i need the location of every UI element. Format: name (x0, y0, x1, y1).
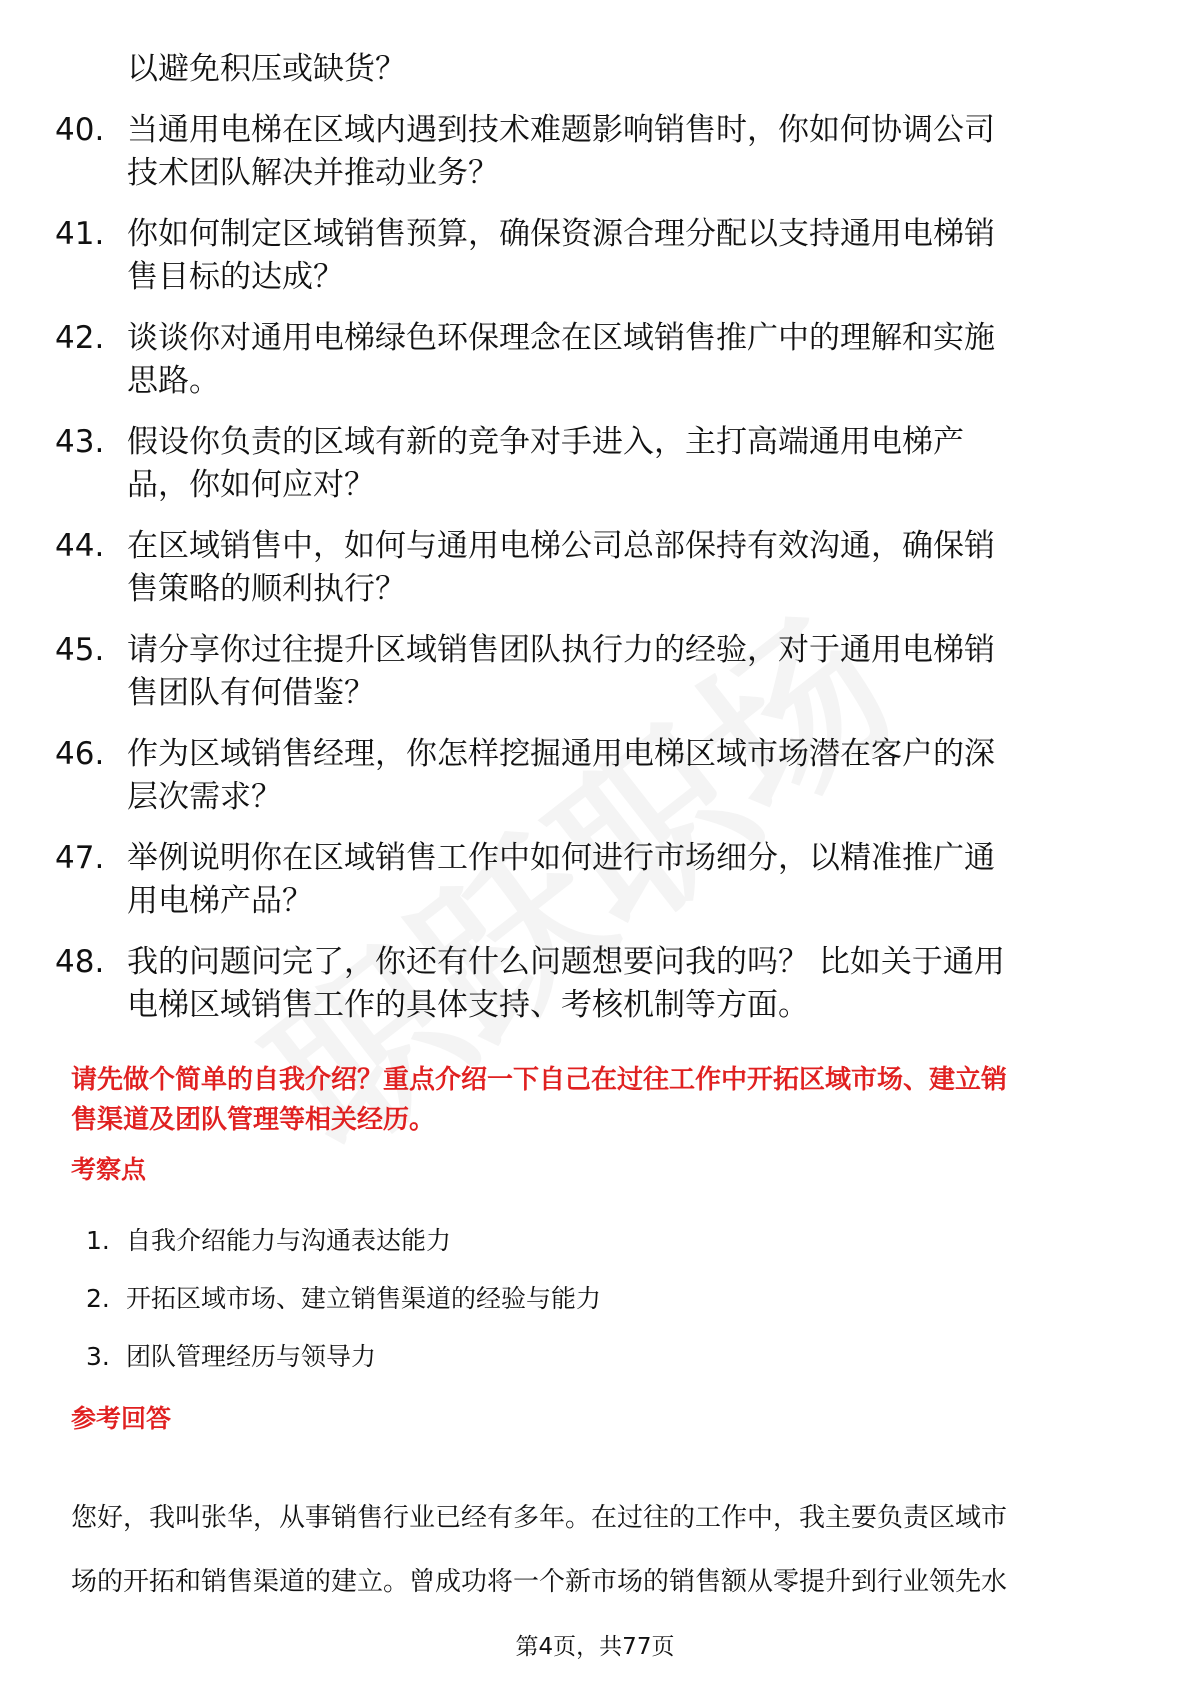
question-number: 40. (55, 112, 105, 148)
assessment-point (0, 1224, 1190, 1282)
question-item (0, 733, 1190, 819)
featured-question (71, 1060, 1131, 1140)
assessment-point (0, 1340, 1190, 1398)
question-number: 45. (55, 632, 105, 668)
question-text (127, 317, 1127, 403)
question-text (127, 109, 1127, 195)
point-number: 1. (86, 1226, 110, 1255)
question-line: 谈谈你对通用电梯绿色环保理念在区域销售推广中的理解和实施 (127, 320, 995, 356)
question-line: 电梯区域销售工作的具体支持、考核机制等方面。 (127, 987, 809, 1023)
question-line: 在区域销售中，如何与通用电梯公司总部保持有效沟通，确保销 (127, 528, 995, 564)
question-line: 假设你负责的区域有新的竞争对手进入，主打高端通用电梯产 (127, 424, 964, 460)
question-item (0, 109, 1190, 195)
featured-question-line: 请先做个简单的自我介绍？重点介绍一下自己在过往工作中开拓区域市场、建立销 (71, 1065, 1008, 1095)
question-text (127, 837, 1127, 923)
question-number: 46. (55, 736, 105, 772)
reference-answer-text (71, 1486, 1131, 1614)
page-footer: 第4页，共77页 (515, 1634, 675, 1660)
answer-line: 场的开拓和销售渠道的建立。曾成功将一个新市场的销售额从零提升到行业领先水 (71, 1567, 1008, 1597)
assessment-point (0, 1282, 1190, 1340)
question-line: 我的问题问完了，你还有什么问题想要问我的吗？ 比如关于通用 (127, 944, 1005, 980)
question-text (127, 629, 1127, 715)
question-line: 举例说明你在区域销售工作中如何进行市场细分，以精准推广通 (127, 840, 995, 876)
question-text (127, 733, 1127, 819)
question-line: 售团队有何借鉴？ (127, 675, 375, 711)
point-text: 自我介绍能力与沟通表达能力 (126, 1226, 452, 1255)
question-line: 以避免积压或缺货？ (127, 51, 406, 87)
question-line: 请分享你过往提升区域销售团队执行力的经验，对于通用电梯销 (127, 632, 995, 668)
reference-answer-heading: 参考回答 (71, 1404, 172, 1433)
point-text: 开拓区域市场、建立销售渠道的经验与能力 (126, 1284, 602, 1313)
answer-line: 您好，我叫张华，从事销售行业已经有多年。在过往的工作中，我主要负责区域市 (71, 1503, 1008, 1533)
question-line: 你如何制定区域销售预算，确保资源合理分配以支持通用电梯销 (127, 216, 995, 252)
question-number: 42. (55, 320, 105, 356)
question-item (0, 421, 1190, 507)
question-line: 思路。 (127, 363, 220, 399)
question-text (127, 213, 1127, 299)
assessment-heading: 考察点 (71, 1155, 147, 1184)
question-number: 43. (55, 424, 105, 460)
question-item (0, 213, 1190, 299)
question-list (0, 48, 1190, 1045)
question-text (127, 941, 1127, 1027)
question-number: 44. (55, 528, 105, 564)
question-line: 品，你如何应对？ (127, 467, 375, 503)
question-text (127, 421, 1127, 507)
question-item (0, 629, 1190, 715)
question-text (127, 525, 1127, 611)
question-item (0, 525, 1190, 611)
question-item (0, 941, 1190, 1027)
question-line: 技术团队解决并推动业务？ (127, 155, 499, 191)
question-line: 售目标的达成？ (127, 259, 344, 295)
question-text (127, 48, 1127, 91)
question-line: 作为区域销售经理，你怎样挖掘通用电梯区域市场潜在客户的深 (127, 736, 995, 772)
question-item (0, 837, 1190, 923)
question-line: 用电梯产品？ (127, 883, 313, 919)
question-line: 当通用电梯在区域内遇到技术难题影响销售时，你如何协调公司 (127, 112, 995, 148)
point-text: 团队管理经历与领导力 (126, 1342, 377, 1371)
question-line: 售策略的顺利执行？ (127, 571, 406, 607)
question-item (0, 317, 1190, 403)
point-number: 3. (86, 1342, 110, 1371)
point-number: 2. (86, 1284, 110, 1313)
question-number: 47. (55, 840, 105, 876)
question-line: 层次需求？ (127, 779, 282, 815)
assessment-points (0, 1224, 1190, 1398)
question-item (0, 48, 1190, 91)
question-number: 41. (55, 216, 105, 252)
question-number: 48. (55, 944, 105, 980)
featured-question-line: 售渠道及团队管理等相关经历。 (71, 1105, 436, 1135)
